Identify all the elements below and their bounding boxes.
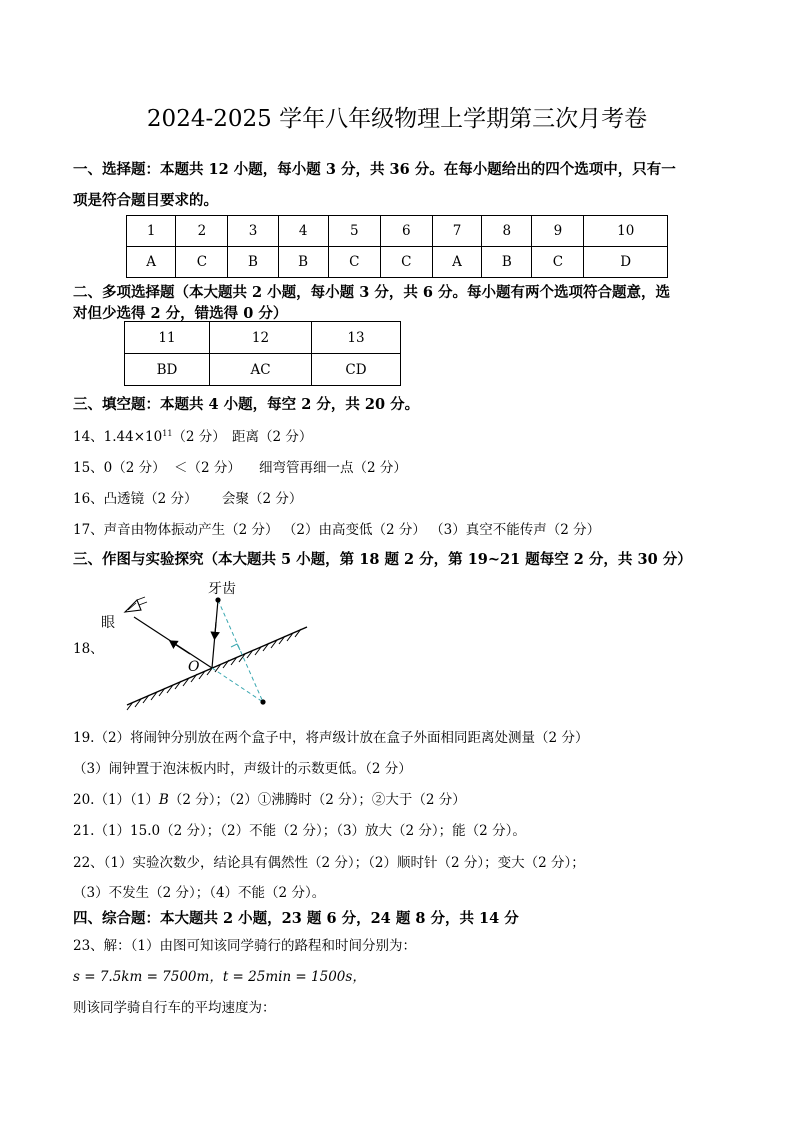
answer-line-14 — [73, 425, 226, 445]
question-number-row — [127, 216, 668, 247]
answer-23-line-1: 23、解：（1）由图可知该同学骑行的路程和时间分别为： — [73, 938, 417, 954]
section-1-heading-line1: 一、选择题：本题共 12 小题，每小题 3 分，共 36 分。在每小题给出的四个选项中，只有一 — [73, 161, 676, 178]
question-number-cell: 1 — [127, 216, 176, 247]
section-5-heading: 四、综合题：本大题共 2 小题，23 题 6 分，24 题 8 分，共 14 分 — [73, 910, 519, 927]
answer-cell: CD — [312, 354, 401, 386]
question-number-cell: 7 — [432, 216, 481, 247]
answer-cell: AC — [210, 354, 312, 386]
answer-cell: BD — [125, 354, 210, 386]
eye-icon — [125, 597, 147, 612]
section-1-heading-line2: 项是符合题目要求的。 — [73, 192, 218, 209]
question-number-cell: 12 — [210, 322, 312, 354]
right-angle-mark — [231, 644, 240, 650]
answer-cell: C — [176, 247, 228, 278]
question-number-cell: 8 — [482, 216, 532, 247]
answer-18-label: 18、 — [73, 641, 104, 657]
section-4-heading: 三、作图与实验探究（本大题共 5 小题，第 18 题 2 分，第 19~21 题每空 2 分，共 30 分） — [73, 551, 692, 568]
answer-15-blank-1: 15、0（2 分） — [73, 460, 166, 476]
answer-line-20 — [73, 788, 466, 808]
answer-line-17: 17、声音由物体振动产生（2 分） （2）由高变低（2 分） （3）真空不能传声（2 分） — [73, 522, 601, 538]
section-3-heading: 三、填空题：本题共 4 小题，每空 2 分，共 20 分。 — [73, 396, 420, 413]
section-2-heading-line1: 二、多项选择题（本大题共 2 小题，每小题 3 分，共 6 分。每小题有两个选项符合题意，选 — [73, 284, 671, 301]
reflected-ray-arrow — [170, 641, 190, 654]
answer-16-blank-2: 会聚（2 分） — [222, 491, 303, 507]
mirror-line — [127, 627, 307, 705]
answer-cell: A — [432, 247, 481, 278]
page-title: 2024-2025 学年八年级物理上学期第三次月考卷 — [146, 106, 648, 132]
answer-15-blank-2: ＜（2 分） — [174, 460, 241, 476]
answer-cell: D — [584, 247, 668, 278]
answer-23-formula: s = 7.5km = 7500m，t = 25min = 1500s， — [73, 969, 366, 985]
q20-rest: （2 分）；（2）①沸腾时（2 分）；②大于（2 分） — [168, 792, 466, 808]
q14-score: （2 分） — [172, 429, 226, 445]
answer-line-21: 21.（1）15.0（2 分）；（2）不能（2 分）；（3）放大（2 分）；能（2 分）。 — [73, 823, 526, 839]
answer-14-blank-2: 距离（2 分） — [232, 429, 313, 445]
multi-choice-answer-table — [124, 321, 401, 386]
question-number-cell: 10 — [584, 216, 668, 247]
answer-cell: C — [380, 247, 432, 278]
answer-cell: B — [228, 247, 278, 278]
question-number-cell: 11 — [125, 322, 210, 354]
q14-exponent: 11 — [162, 429, 173, 438]
image-point — [260, 699, 265, 704]
q20-prefix: 20.（1）（1） — [73, 792, 159, 808]
answer-19-line-2: （3）闹钟置于泡沫板内时，声级计的示数更低。（2 分） — [73, 761, 412, 777]
question-number-cell: 6 — [380, 216, 432, 247]
question-number-row — [125, 322, 401, 354]
question-number-cell: 3 — [228, 216, 278, 247]
answer-16-blank-1: 16、凸透镜（2 分） — [73, 491, 198, 507]
answer-22-line-2: （3）不发生（2 分）；（4）不能（2 分）。 — [73, 885, 326, 901]
question-number-cell: 4 — [278, 216, 328, 247]
question-number-cell: 13 — [312, 322, 401, 354]
question-number-cell: 9 — [532, 216, 584, 247]
answer-row — [127, 247, 668, 278]
tooth-point — [215, 597, 220, 602]
q20-choice: B — [158, 792, 169, 808]
answer-cell: A — [127, 247, 176, 278]
answer-15-blank-3: 细弯管再细一点（2 分） — [259, 460, 407, 476]
answer-row — [125, 354, 401, 386]
eye-label: 眼 — [101, 615, 115, 631]
answer-23-line-3: 则该同学骑自行车的平均速度为： — [73, 1000, 276, 1016]
answer-19-line-1: 19.（2）将闹钟分别放在两个盒子中，将声级计放在盒子外面相同距离处测量（2 分） — [73, 730, 589, 746]
answer-22-line-1: 22、（1）实验次数少，结论具有偶然性（2 分）；（2）顺时针（2 分）；变大（2 分）； — [73, 855, 585, 871]
single-choice-answer-table — [126, 215, 668, 278]
reflection-diagram — [95, 572, 320, 717]
answer-cell: C — [328, 247, 380, 278]
incident-ray-arrow — [215, 622, 217, 639]
answer-cell: B — [482, 247, 532, 278]
question-number-cell: 2 — [176, 216, 228, 247]
q14-value: 14、1.44×10 — [73, 429, 163, 445]
answer-cell: C — [532, 247, 584, 278]
question-number-cell: 5 — [328, 216, 380, 247]
point-o-label: O — [188, 659, 200, 675]
perpendicular-dashed-line — [218, 600, 263, 702]
section-2-heading-line2: 对但少选得 2 分，错选得 0 分） — [73, 305, 288, 322]
tooth-label: 牙齿 — [208, 581, 236, 597]
answer-cell: B — [278, 247, 328, 278]
